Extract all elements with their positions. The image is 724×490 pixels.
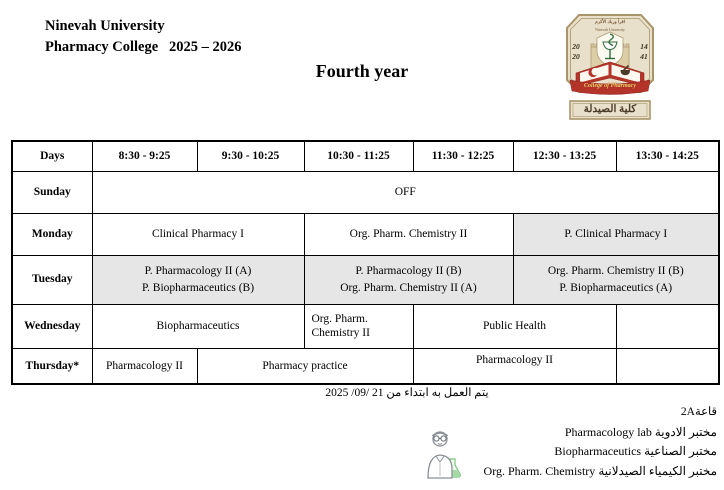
day-label-sunday: Sunday xyxy=(12,171,92,213)
logo-arc-motto: اقرأ وربك الأكرم xyxy=(594,19,625,24)
cell-wednesday-1: Biopharmaceutics xyxy=(92,304,304,348)
cell-wednesday-4-empty xyxy=(616,304,719,348)
cell-sunday-off: OFF xyxy=(92,171,719,213)
cell-thursday-1: Pharmacology II xyxy=(92,348,197,384)
cell-tuesday-2-line1: P. Pharmacology II (B) xyxy=(355,264,462,277)
column-header-time-5: 12:30 - 13:25 xyxy=(513,141,616,171)
row-monday xyxy=(12,213,719,255)
table-header-row xyxy=(12,141,719,171)
column-header-days: Days xyxy=(12,141,92,171)
column-header-time-4: 11:30 - 12:25 xyxy=(413,141,513,171)
column-header-time-2: 9:30 - 10:25 xyxy=(197,141,304,171)
logo-college-name-en: College of Pharmacy xyxy=(584,83,636,89)
pharmacist-scientist-icon xyxy=(423,429,461,479)
effective-date-note: يتم العمل به ابتداء من 21 /09/ 2025 xyxy=(325,387,489,399)
header-block xyxy=(45,16,242,58)
cell-wednesday-3: Public Health xyxy=(413,304,616,348)
cell-thursday-3: Pharmacology II xyxy=(413,348,616,384)
day-label-tuesday: Tuesday xyxy=(12,255,92,304)
cell-tuesday-2-line2: Org. Pharm. Chemistry II (A) xyxy=(340,282,477,294)
cell-thursday-2: Pharmacy practice xyxy=(197,348,413,384)
day-label-thursday: Thursday* xyxy=(12,348,92,384)
page-title: Fourth year xyxy=(315,61,409,81)
cell-tuesday-1-line2: P. Biopharmaceutics (B) xyxy=(141,282,255,294)
logo-year-founded: 2020 xyxy=(572,42,580,61)
row-sunday xyxy=(12,171,719,213)
cell-tuesday-3-line1: Org. Pharm. Chemistry II (B) xyxy=(547,264,684,277)
cell-monday-3: P. Clinical Pharmacy I xyxy=(513,213,719,255)
cell-tuesday-1 xyxy=(92,255,304,304)
lab-line-pharmacology: مختبر الادوية Pharmacology lab xyxy=(564,424,717,439)
column-header-time-6: 13:30 - 14:25 xyxy=(616,141,719,171)
cell-monday-1: Clinical Pharmacy I xyxy=(92,213,304,255)
cell-tuesday-3 xyxy=(513,255,719,304)
logo-year-hijri: 1441 xyxy=(640,42,648,61)
row-thursday xyxy=(12,348,719,384)
cell-tuesday-3-line2: P. Biopharmaceutics (A) xyxy=(559,282,673,294)
cell-tuesday-2 xyxy=(304,255,513,304)
row-tuesday xyxy=(12,255,719,304)
logo-college-name-ar: كلية الصيدلة xyxy=(583,104,637,115)
lab-line-org-pharm-chemistry: مختبر الكيمياء الصيدلانية Org. Pharm. Chemistry xyxy=(483,463,717,478)
logo-university-small: Ninevah University xyxy=(595,28,625,32)
cell-monday-2: Org. Pharm. Chemistry II xyxy=(304,213,513,255)
room-label: قاعة2A xyxy=(680,406,717,418)
day-label-wednesday: Wednesday xyxy=(12,304,92,348)
row-wednesday xyxy=(12,304,719,348)
lab-line-biopharmaceutics: مختبر الصناعية Biopharmaceutics xyxy=(554,444,717,458)
column-header-time-1: 8:30 - 9:25 xyxy=(92,141,197,171)
cell-thursday-4-empty xyxy=(616,348,719,384)
college-of-pharmacy-logo xyxy=(565,13,655,120)
university-name: Ninevah University xyxy=(45,18,165,34)
day-label-monday: Monday xyxy=(12,213,92,255)
cell-tuesday-1-line1: P. Pharmacology II (A) xyxy=(144,264,252,277)
cell-wednesday-2: Org. Pharm. Chemistry II xyxy=(304,304,413,348)
column-header-time-3: 10:30 - 11:25 xyxy=(304,141,413,171)
schedule-table xyxy=(11,140,720,385)
college-year-line: Pharmacy College 2025 – 2026 xyxy=(45,39,242,55)
